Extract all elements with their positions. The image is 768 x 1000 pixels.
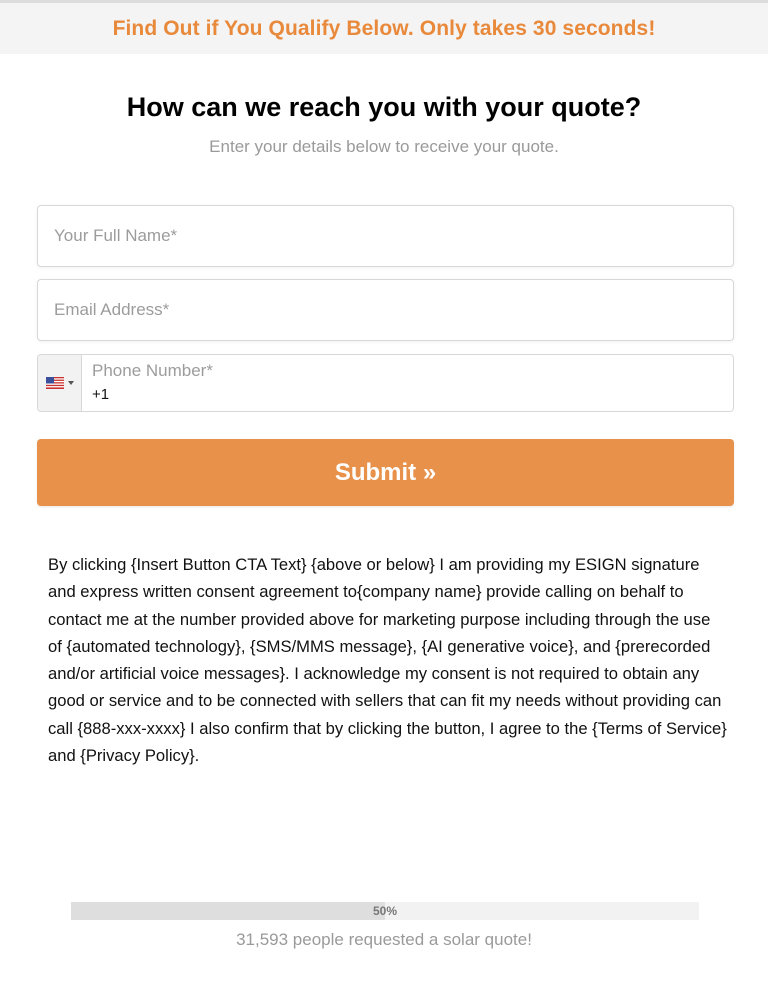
request-counter: 31,593 people requested a solar quote!	[236, 930, 532, 949]
phone-field[interactable]	[37, 354, 734, 412]
full-name-input[interactable]	[38, 206, 733, 266]
top-banner	[0, 0, 768, 54]
email-input[interactable]	[38, 280, 733, 340]
email-field[interactable]	[37, 279, 734, 341]
submit-button[interactable]: Submit »	[37, 439, 734, 506]
form-subtitle: Enter your details below to receive your quote.	[209, 137, 559, 156]
consent-text: By clicking {Insert Button CTA Text} {above or below} I am providing my ESIGN signature and express written consent agreement to{company name} provide calling on behalf to contact me at the number provided above for marketing purpose including through the use of {automated technology}, {SMS/MMS message}, {AI generative voice}, and {prerecorded and/or artificial voice messages}. I acknowledge my consent is not required to obtain any good or service and to be connected with sellers that can fit my needs without providing can call {888-xxx-xxxx} I also confirm that by clicking the button, I agree to the {Terms of Service} and {Privacy Policy}.	[48, 555, 727, 766]
phone-input[interactable]	[82, 355, 733, 411]
progress-label: 50%	[372, 904, 398, 918]
us-flag-icon	[46, 377, 64, 389]
form-title: How can we reach you with your quote?	[126, 92, 642, 122]
phone-value[interactable]: +1	[92, 386, 110, 403]
country-code-select[interactable]	[38, 355, 82, 411]
banner-text: Find Out if You Qualify Below. Only takes 30 seconds!	[112, 16, 656, 40]
progress-bar	[71, 902, 699, 920]
phone-label: Phone Number*	[92, 361, 213, 380]
full-name-field[interactable]	[37, 205, 734, 267]
chevron-down-icon	[68, 381, 74, 385]
